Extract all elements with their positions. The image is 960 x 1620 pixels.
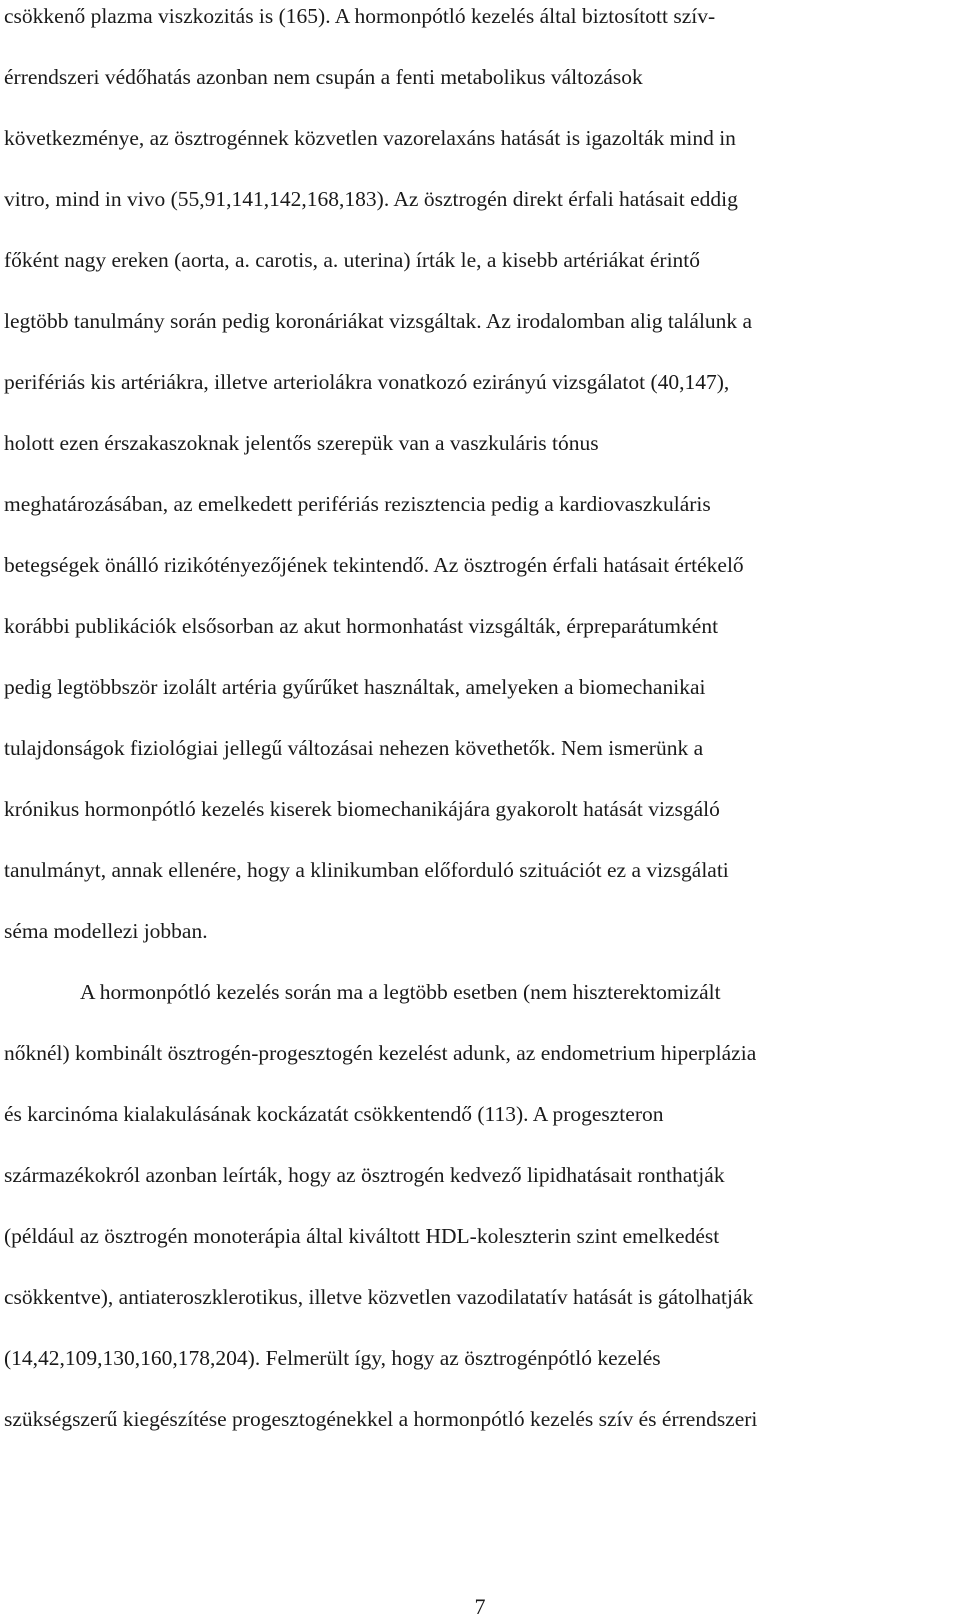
text-line: származékokról azonban leírták, hogy az ösztrogén kedvező lipidhatásait ronthatják bbox=[4, 1163, 725, 1187]
text-line: krónikus hormonpótló kezelés kiserek biomechanikájára gyakorolt hatását vizsgáló bbox=[4, 797, 720, 821]
text-line: tulajdonságok fiziológiai jellegű változásai nehezen követhetők. Nem ismerünk a bbox=[4, 736, 704, 760]
text-line: csökkentve), antiateroszklerotikus, illetve közvetlen vazodilatatív hatását is gátolhatják bbox=[4, 1285, 754, 1309]
text-line: érrendszeri védőhatás azonban nem csupán a fenti metabolikus változások bbox=[4, 65, 643, 89]
text-line: tanulmányt, annak ellenére, hogy a klinikumban előforduló szituációt ez a vizsgálati bbox=[4, 858, 729, 882]
text-line: holott ezen érszakaszoknak jelentős szerepük van a vaszkuláris tónus bbox=[4, 431, 599, 455]
text-line: szükségszerű kiegészítése progesztogénekkel a hormonpótló kezelés szív és érrendszeri bbox=[4, 1407, 758, 1431]
text-line: főként nagy ereken (aorta, a. carotis, a. uterina) írták le, a kisebb artériákat érintő bbox=[4, 248, 701, 272]
text-line: meghatározásában, az emelkedett perifériás rezisztencia pedig a kardiovaszkuláris bbox=[4, 492, 711, 516]
text-line: séma modellezi jobban. bbox=[4, 919, 208, 943]
text-line: korábbi publikációk elsősorban az akut hormonhatást vizsgálták, érpreparátumként bbox=[4, 614, 719, 638]
text-line: nőknél) kombinált ösztrogén-progesztogén kezelést adunk, az endometrium hiperplázia bbox=[4, 1041, 757, 1065]
text-line: pedig legtöbbször izolált artéria gyűrűket használtak, amelyeken a biomechanikai bbox=[4, 675, 706, 699]
text-line: (14,42,109,130,160,178,204). Felmerült így, hogy az ösztrogénpótló kezelés bbox=[4, 1346, 661, 1370]
text-line: betegségek önálló rizikótényezőjének tekintendő. Az ösztrogén érfali hatásait értékelő bbox=[4, 553, 744, 577]
text-line: vitro, mind in vivo (55,91,141,142,168,183). Az ösztrogén direkt érfali hatásait eddig bbox=[4, 187, 738, 211]
text-line: (például az ösztrogén monoterápia által kiváltott HDL-koleszterin szint emelkedést bbox=[4, 1224, 720, 1248]
text-line: és karcinóma kialakulásának kockázatát csökkentendő (113). A progeszteron bbox=[4, 1102, 664, 1126]
text-line: A hormonpótló kezelés során ma a legtöbb esetben (nem hiszterektomizált bbox=[80, 980, 721, 1004]
text-line: perifériás kis artériákra, illetve arteriolákra vonatkozó ezirányú vizsgálatot (40,147), bbox=[4, 370, 730, 394]
text-line: csökkenő plazma viszkozitás is (165). A hormonpótló kezelés által biztosított szív- bbox=[4, 4, 716, 28]
page-number: 7 bbox=[474, 1594, 486, 1619]
text-line: következménye, az ösztrogénnek közvetlen vazorelaxáns hatását is igazolták mind in bbox=[4, 126, 736, 150]
text-line: legtöbb tanulmány során pedig koronáriákat vizsgáltak. Az irodalomban alig találunk a bbox=[4, 309, 753, 333]
